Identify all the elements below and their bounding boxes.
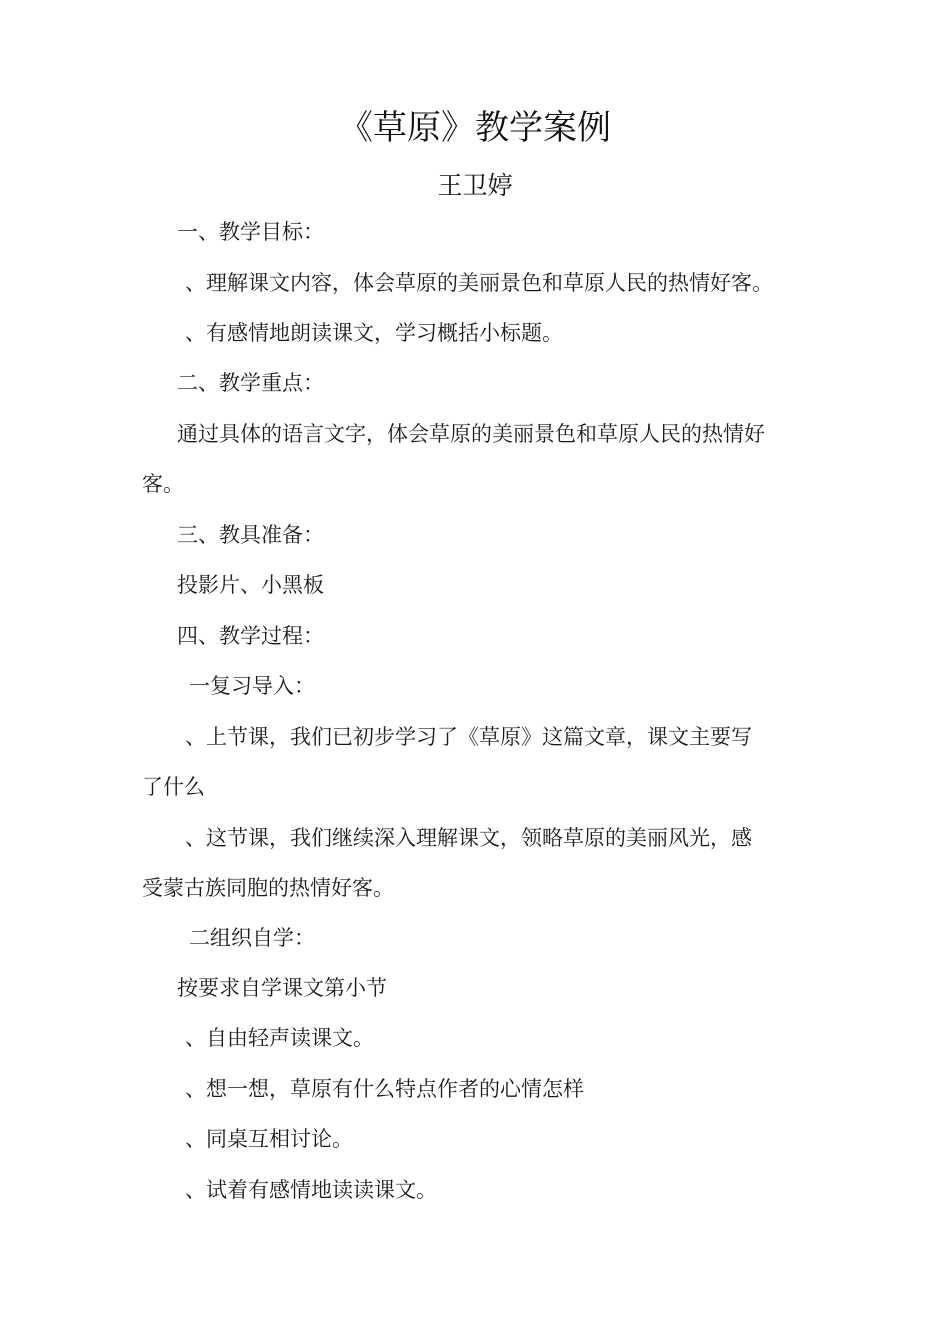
list-item: 、试着有感情地读读课文。	[185, 1178, 437, 1202]
section-heading-materials: 三、教具准备：	[177, 523, 324, 547]
section-heading-process: 四、教学过程：	[177, 624, 324, 648]
paragraph-line: 了什么	[142, 775, 205, 799]
list-item: 、想一想，草原有什么特点作者的心情怎样	[185, 1077, 584, 1101]
paragraph-line: 、这节课，我们继续深入理解课文，领略草原的美丽风光，感	[185, 826, 752, 850]
paragraph-line: 受蒙古族同胞的热情好客。	[142, 876, 394, 900]
paragraph-line: 投影片、小黑板	[177, 573, 324, 597]
section-heading-objectives: 一、教学目标：	[177, 220, 324, 244]
objective-item: 、有感情地朗读课文，学习概括小标题。	[185, 321, 563, 345]
objective-item: 、理解课文内容，体会草原的美丽景色和草原人民的热情好客。	[185, 271, 773, 295]
paragraph-line: 、上节课，我们已初步学习了《草原》这篇文章，课文主要写	[185, 725, 752, 749]
document-author: 王卫婷	[437, 171, 513, 200]
paragraph-line: 通过具体的语言文字，体会草原的美丽景色和草原人民的热情好	[177, 422, 765, 446]
subsection-heading: 一复习导入：	[189, 674, 315, 698]
section-heading-focus: 二、教学重点：	[177, 371, 324, 395]
paragraph-line: 客。	[142, 472, 184, 496]
list-item: 、自由轻声读课文。	[185, 1026, 374, 1050]
document-title: 《草原》教学案例	[339, 108, 611, 148]
paragraph-line: 按要求自学课文第小节	[177, 976, 387, 1000]
subsection-heading: 二组织自学：	[189, 926, 315, 950]
list-item: 、同桌互相讨论。	[185, 1127, 353, 1151]
